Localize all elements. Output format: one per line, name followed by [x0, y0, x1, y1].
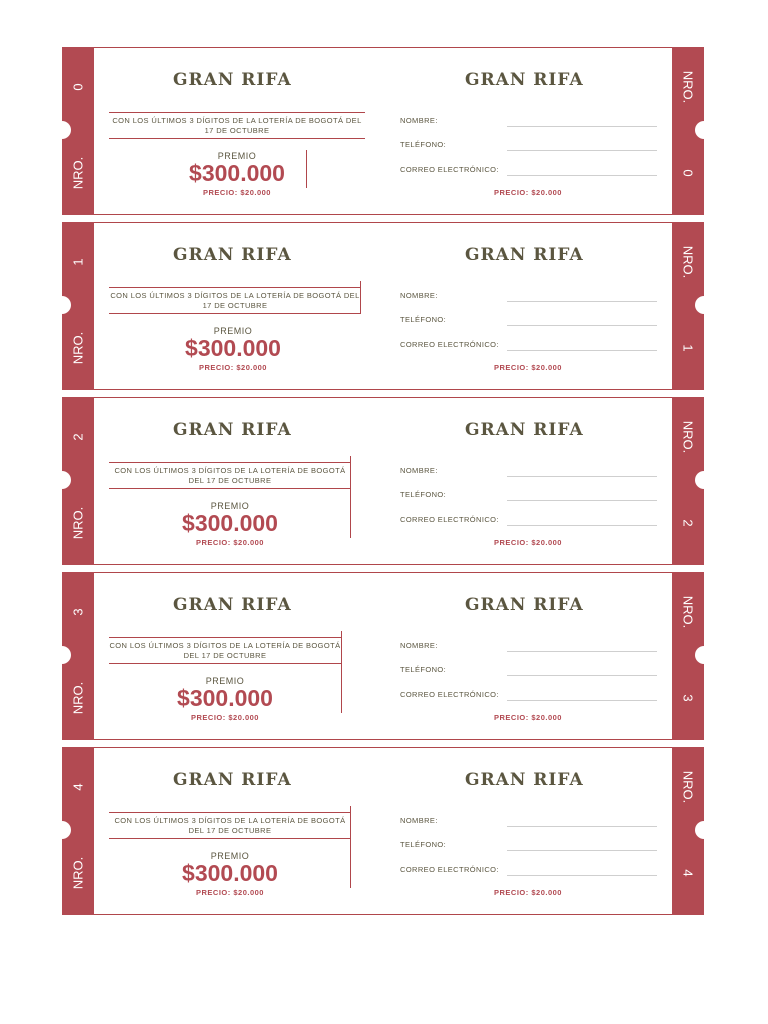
stub-title: GRAN RIFA	[465, 420, 584, 440]
prize-amount: $300.000	[182, 510, 278, 536]
prize-label: PREMIO	[213, 326, 253, 336]
stub-title: GRAN RIFA	[465, 770, 584, 790]
phone-field[interactable]	[507, 325, 657, 326]
ticket-number-label: NRO.	[70, 156, 86, 190]
ticket-notch	[53, 646, 71, 664]
stub-price: PRECIO: $20.000	[494, 888, 562, 897]
raffle-ticket	[62, 572, 704, 740]
prize-amount: $300.000	[177, 685, 273, 711]
ticket-title: GRAN RIFA	[173, 595, 292, 615]
name-field[interactable]	[507, 476, 657, 477]
ticket-number: 1	[70, 258, 86, 266]
stub-title: GRAN RIFA	[465, 70, 584, 90]
ticket-stub-right	[672, 572, 704, 740]
ticket-number: 0	[680, 169, 696, 177]
email-field-label: CORREO ELECTRÓNICO:	[400, 340, 499, 349]
name-field[interactable]	[507, 651, 657, 652]
phone-field-label: TELÉFONO:	[400, 665, 447, 674]
ticket-number: 1	[680, 344, 696, 352]
ticket-number-label: NRO.	[70, 506, 86, 540]
name-field[interactable]	[507, 126, 657, 127]
ticket-stub-left	[62, 47, 94, 215]
email-field[interactable]	[507, 175, 657, 176]
name-field-label: NOMBRE:	[400, 116, 438, 125]
ticket-number-label: NRO.	[70, 856, 86, 890]
ticket-notch	[53, 471, 71, 489]
stub-price: PRECIO: $20.000	[494, 538, 562, 547]
ticket-number: 4	[680, 869, 696, 877]
ticket-stub-left	[62, 747, 94, 915]
ticket-notch	[695, 821, 713, 839]
ticket-number-label: NRO.	[70, 681, 86, 715]
ticket-stub-right	[672, 747, 704, 915]
phone-field-label: TELÉFONO:	[400, 840, 447, 849]
ticket-notch	[53, 121, 71, 139]
stub-price: PRECIO: $20.000	[494, 363, 562, 372]
ticket-description: CON LOS ÚLTIMOS 3 DÍGITOS DE LA LOTERÍA DE BOGOTÁ DEL 17 DE OCTUBRE	[109, 112, 365, 139]
stub-title: GRAN RIFA	[465, 245, 584, 265]
prize-amount: $300.000	[182, 860, 278, 886]
prize-label: PREMIO	[205, 676, 245, 686]
phone-field[interactable]	[507, 150, 657, 151]
name-field-label: NOMBRE:	[400, 641, 438, 650]
email-field-label: CORREO ELECTRÓNICO:	[400, 690, 499, 699]
ticket-title: GRAN RIFA	[173, 420, 292, 440]
name-field-label: NOMBRE:	[400, 291, 438, 300]
ticket-number: 3	[680, 694, 696, 702]
ticket-description: CON LOS ÚLTIMOS 3 DÍGITOS DE LA LOTERÍA DE BOGOTÁ DEL 17 DE OCTUBRE	[109, 462, 351, 489]
email-field-label: CORREO ELECTRÓNICO:	[400, 165, 499, 174]
name-field-label: NOMBRE:	[400, 816, 438, 825]
ticket-notch	[53, 821, 71, 839]
raffle-ticket	[62, 222, 704, 390]
email-field-label: CORREO ELECTRÓNICO:	[400, 515, 499, 524]
ticket-number-label: NRO.	[680, 770, 696, 804]
divider-line	[341, 631, 342, 713]
ticket-notch	[695, 646, 713, 664]
name-field-label: NOMBRE:	[400, 466, 438, 475]
ticket-notch	[53, 296, 71, 314]
raffle-ticket	[62, 47, 704, 215]
email-field[interactable]	[507, 350, 657, 351]
ticket-description: CON LOS ÚLTIMOS 3 DÍGITOS DE LA LOTERÍA DE BOGOTÁ DEL 17 DE OCTUBRE	[109, 812, 351, 839]
ticket-number-label: NRO.	[70, 331, 86, 365]
prize-label: PREMIO	[217, 151, 257, 161]
ticket-notch	[695, 471, 713, 489]
ticket-stub-left	[62, 222, 94, 390]
divider-line	[360, 281, 361, 313]
email-field[interactable]	[507, 525, 657, 526]
ticket-stub-left	[62, 397, 94, 565]
phone-field-label: TELÉFONO:	[400, 490, 447, 499]
ticket-number: 3	[70, 608, 86, 616]
ticket-number: 4	[70, 783, 86, 791]
prize-amount: $300.000	[185, 335, 281, 361]
stub-price: PRECIO: $20.000	[494, 188, 562, 197]
ticket-number: 2	[680, 519, 696, 527]
ticket-description: CON LOS ÚLTIMOS 3 DÍGITOS DE LA LOTERÍA DE BOGOTÁ DEL 17 DE OCTUBRE	[109, 637, 341, 664]
name-field[interactable]	[507, 826, 657, 827]
raffle-ticket	[62, 397, 704, 565]
prize-label: PREMIO	[210, 501, 250, 511]
email-field[interactable]	[507, 700, 657, 701]
ticket-number-label: NRO.	[680, 245, 696, 279]
email-field[interactable]	[507, 875, 657, 876]
phone-field-label: TELÉFONO:	[400, 140, 447, 149]
prize-label: PREMIO	[210, 851, 250, 861]
raffle-ticket	[62, 747, 704, 915]
ticket-number: 2	[70, 433, 86, 441]
ticket-notch	[695, 296, 713, 314]
ticket-number: 0	[70, 83, 86, 91]
stub-price: PRECIO: $20.000	[494, 713, 562, 722]
ticket-stub-right	[672, 47, 704, 215]
ticket-price: PRECIO: $20.000	[196, 888, 264, 897]
ticket-stub-left	[62, 572, 94, 740]
ticket-title: GRAN RIFA	[173, 245, 292, 265]
email-field-label: CORREO ELECTRÓNICO:	[400, 865, 499, 874]
ticket-stub-right	[672, 397, 704, 565]
ticket-price: PRECIO: $20.000	[199, 363, 267, 372]
phone-field[interactable]	[507, 675, 657, 676]
name-field[interactable]	[507, 301, 657, 302]
phone-field[interactable]	[507, 850, 657, 851]
ticket-title: GRAN RIFA	[173, 770, 292, 790]
ticket-number-label: NRO.	[680, 420, 696, 454]
stub-title: GRAN RIFA	[465, 595, 584, 615]
ticket-price: PRECIO: $20.000	[191, 713, 259, 722]
prize-amount: $300.000	[189, 160, 285, 186]
ticket-description: CON LOS ÚLTIMOS 3 DÍGITOS DE LA LOTERÍA DE BOGOTÁ DEL 17 DE OCTUBRE	[109, 287, 361, 314]
ticket-stub-right	[672, 222, 704, 390]
ticket-price: PRECIO: $20.000	[196, 538, 264, 547]
ticket-title: GRAN RIFA	[173, 70, 292, 90]
phone-field-label: TELÉFONO:	[400, 315, 447, 324]
ticket-price: PRECIO: $20.000	[203, 188, 271, 197]
ticket-notch	[695, 121, 713, 139]
ticket-number-label: NRO.	[680, 595, 696, 629]
ticket-number-label: NRO.	[680, 70, 696, 104]
phone-field[interactable]	[507, 500, 657, 501]
